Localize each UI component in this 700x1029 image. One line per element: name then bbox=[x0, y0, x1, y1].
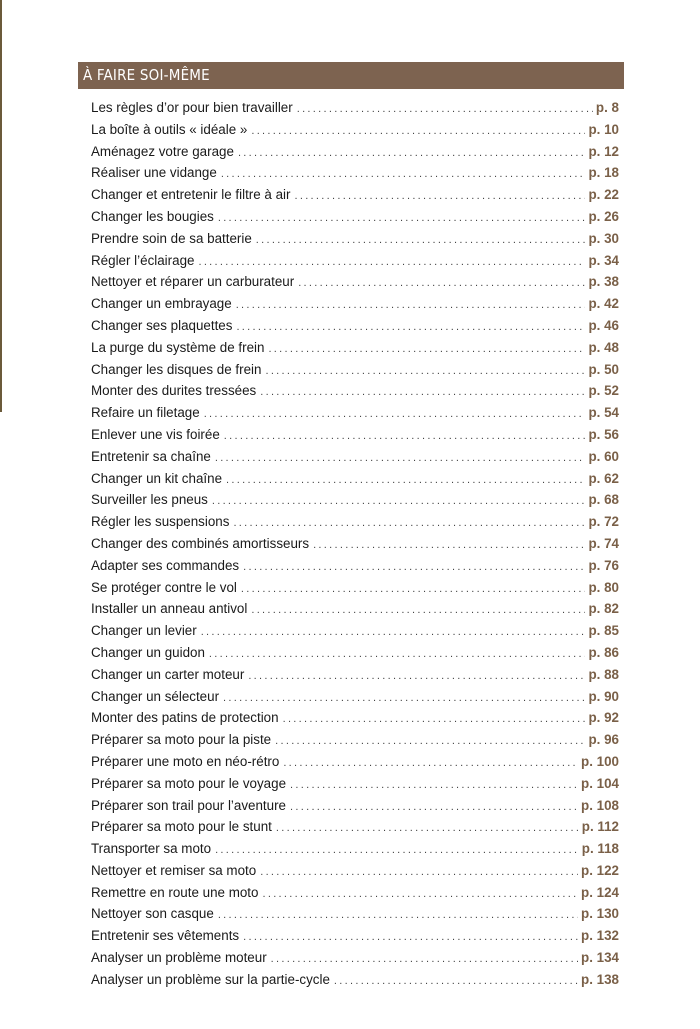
toc-entry-title: Remettre en route une moto bbox=[91, 884, 259, 900]
toc-entry[interactable] bbox=[91, 795, 619, 817]
toc-entry[interactable] bbox=[91, 577, 619, 599]
toc-entry-title: Changer ses plaquettes bbox=[91, 317, 233, 333]
dot-leader bbox=[298, 273, 585, 295]
dot-leader bbox=[276, 818, 579, 840]
toc-entry[interactable] bbox=[91, 882, 619, 904]
toc-entry-title: Monter des patins de protection bbox=[91, 710, 279, 726]
toc-entry[interactable] bbox=[91, 598, 619, 620]
toc-entry-title: Changer un embrayage bbox=[91, 296, 232, 312]
toc-entry-page: p. 50 bbox=[588, 361, 619, 377]
toc-entry[interactable] bbox=[91, 293, 619, 315]
dot-leader bbox=[212, 491, 586, 513]
toc-entry[interactable] bbox=[91, 424, 619, 446]
toc-entry-title: Nettoyer et réparer un carburateur bbox=[91, 274, 295, 290]
toc-entry-page: p. 108 bbox=[581, 797, 619, 813]
table-of-contents bbox=[91, 97, 619, 991]
toc-entry-title: Analyser un problème sur la partie-cycle bbox=[91, 971, 330, 987]
toc-entry[interactable] bbox=[91, 489, 619, 511]
toc-entry-page: p. 54 bbox=[588, 405, 619, 421]
toc-entry-page: p. 60 bbox=[588, 448, 619, 464]
dot-leader bbox=[297, 99, 593, 121]
dot-leader bbox=[251, 121, 585, 143]
dot-leader bbox=[198, 252, 585, 274]
toc-entry[interactable] bbox=[91, 555, 619, 577]
toc-entry-page: p. 62 bbox=[588, 470, 619, 486]
toc-entry-page: p. 112 bbox=[581, 819, 619, 835]
toc-entry[interactable] bbox=[91, 97, 619, 119]
toc-entry-title: Préparer sa moto pour la piste bbox=[91, 732, 272, 748]
dot-leader bbox=[236, 317, 585, 339]
toc-entry-page: p. 68 bbox=[588, 492, 619, 508]
dot-leader bbox=[233, 513, 585, 535]
toc-entry[interactable] bbox=[91, 533, 619, 555]
toc-entry-title: Analyser un problème moteur bbox=[91, 950, 267, 966]
toc-entry-page: p. 52 bbox=[588, 383, 619, 399]
toc-entry[interactable] bbox=[91, 315, 619, 337]
page-edge-mark bbox=[0, 0, 2, 412]
toc-entry-page: p. 92 bbox=[588, 710, 619, 726]
toc-entry[interactable] bbox=[91, 925, 619, 947]
toc-entry[interactable] bbox=[91, 271, 619, 293]
toc-entry-title: Réaliser une vidange bbox=[91, 165, 217, 181]
dot-leader bbox=[265, 361, 585, 383]
toc-entry-title: La boîte à outils « idéale » bbox=[91, 121, 248, 137]
toc-entry[interactable] bbox=[91, 206, 619, 228]
dot-leader bbox=[209, 644, 586, 666]
dot-leader bbox=[243, 927, 578, 949]
dot-leader bbox=[238, 143, 586, 165]
toc-entry-page: p. 88 bbox=[588, 666, 619, 682]
dot-leader bbox=[215, 448, 586, 470]
toc-entry[interactable] bbox=[91, 903, 619, 925]
toc-entry-title: Préparer sa moto pour le stunt bbox=[91, 819, 272, 835]
toc-entry-title: Monter des durites tressées bbox=[91, 383, 257, 399]
toc-entry-title: Prendre soin de sa batterie bbox=[91, 230, 252, 246]
toc-entry-page: p. 134 bbox=[581, 950, 619, 966]
toc-entry-title: Préparer sa moto pour le voyage bbox=[91, 775, 287, 791]
toc-entry-page: p. 80 bbox=[588, 579, 619, 595]
dot-leader bbox=[262, 884, 578, 906]
toc-entry-page: p. 122 bbox=[581, 862, 619, 878]
toc-entry-title: Installer un anneau antivol bbox=[91, 601, 248, 617]
dot-leader bbox=[290, 797, 578, 819]
dot-leader bbox=[260, 862, 578, 884]
toc-entry[interactable] bbox=[91, 838, 619, 860]
dot-leader bbox=[313, 535, 585, 557]
toc-entry-page: p. 18 bbox=[588, 165, 619, 181]
toc-entry-page: p. 100 bbox=[581, 753, 619, 769]
toc-entry[interactable] bbox=[91, 773, 619, 795]
toc-entry-title: Aménagez votre garage bbox=[91, 143, 234, 159]
toc-entry[interactable] bbox=[91, 162, 619, 184]
toc-entry-title: Changer un guidon bbox=[91, 644, 205, 660]
toc-entry-page: p. 56 bbox=[588, 426, 619, 442]
toc-entry-title: Changer des combinés amortisseurs bbox=[91, 535, 310, 551]
toc-entry[interactable] bbox=[91, 707, 619, 729]
toc-entry-page: p. 38 bbox=[588, 274, 619, 290]
toc-entry-page: p. 130 bbox=[581, 906, 619, 922]
toc-entry[interactable] bbox=[91, 642, 619, 664]
toc-entry[interactable] bbox=[91, 337, 619, 359]
dot-leader bbox=[251, 600, 585, 622]
dot-leader bbox=[256, 230, 586, 252]
toc-entry[interactable] bbox=[91, 729, 619, 751]
toc-entry-title: Changer et entretenir le filtre à air bbox=[91, 187, 291, 203]
dot-leader bbox=[268, 339, 585, 361]
toc-entry-page: p. 74 bbox=[588, 535, 619, 551]
toc-entry[interactable] bbox=[91, 119, 619, 141]
toc-entry-title: Se protéger contre le vol bbox=[91, 579, 237, 595]
toc-entry-page: p. 72 bbox=[588, 514, 619, 530]
toc-entry-title: Régler l’éclairage bbox=[91, 252, 195, 268]
toc-entry-page: p. 26 bbox=[588, 208, 619, 224]
toc-entry-page: p. 22 bbox=[588, 187, 619, 203]
dot-leader bbox=[275, 731, 585, 753]
toc-entry-title: Régler les suspensions bbox=[91, 514, 230, 530]
dot-leader bbox=[201, 622, 586, 644]
toc-entry-page: p. 118 bbox=[581, 841, 619, 857]
dot-leader bbox=[204, 404, 586, 426]
toc-entry-title: Changer un levier bbox=[91, 623, 197, 639]
toc-entry[interactable] bbox=[91, 141, 619, 163]
toc-entry-title: Transporter sa moto bbox=[91, 841, 212, 857]
toc-entry-title: Adapter ses commandes bbox=[91, 557, 240, 573]
toc-entry-page: p. 10 bbox=[588, 121, 619, 137]
toc-entry[interactable] bbox=[91, 446, 619, 468]
toc-entry[interactable] bbox=[91, 511, 619, 533]
toc-entry-title: Changer un sélecteur bbox=[91, 688, 220, 704]
toc-entry[interactable] bbox=[91, 468, 619, 490]
toc-entry[interactable] bbox=[91, 751, 619, 773]
dot-leader bbox=[283, 753, 578, 775]
dot-leader bbox=[271, 949, 578, 971]
dot-leader bbox=[223, 688, 585, 710]
toc-entry-title: Préparer son trail pour l’aventure bbox=[91, 797, 287, 813]
toc-entry-title: Changer les bougies bbox=[91, 208, 214, 224]
dot-leader bbox=[215, 840, 579, 862]
toc-entry-title: Entretenir ses vêtements bbox=[91, 928, 240, 944]
toc-entry-page: p. 82 bbox=[588, 601, 619, 617]
toc-entry-title: Changer un carter moteur bbox=[91, 666, 245, 682]
toc-entry[interactable] bbox=[91, 402, 619, 424]
toc-entry-page: p. 124 bbox=[581, 884, 619, 900]
dot-leader bbox=[218, 208, 586, 230]
toc-entry-title: Nettoyer et remiser sa moto bbox=[91, 862, 257, 878]
toc-entry-title: Les règles d’or pour bien travailler bbox=[91, 100, 293, 115]
toc-entry[interactable] bbox=[91, 380, 619, 402]
toc-entry[interactable] bbox=[91, 860, 619, 882]
toc-entry-page: p. 132 bbox=[581, 928, 619, 944]
toc-entry[interactable] bbox=[91, 184, 619, 206]
toc-entry-page: p. 90 bbox=[588, 688, 619, 704]
toc-entry-title: Entretenir sa chaîne bbox=[91, 448, 211, 464]
dot-leader bbox=[243, 557, 585, 579]
dot-leader bbox=[224, 426, 586, 448]
toc-entry-title: Nettoyer son casque bbox=[91, 906, 214, 922]
toc-entry-page: p. 30 bbox=[588, 230, 619, 246]
dot-leader bbox=[236, 295, 586, 317]
toc-entry[interactable] bbox=[91, 947, 619, 969]
toc-entry[interactable] bbox=[91, 686, 619, 708]
dot-leader bbox=[218, 905, 578, 927]
toc-entry-page: p. 42 bbox=[588, 296, 619, 312]
toc-entry-title: Surveiller les pneus bbox=[91, 492, 208, 508]
toc-entry[interactable] bbox=[91, 250, 619, 272]
toc-entry-page: p. 12 bbox=[588, 143, 619, 159]
toc-entry-title: La purge du système de frein bbox=[91, 339, 265, 355]
toc-entry-title: Changer un kit chaîne bbox=[91, 470, 223, 486]
toc-entry[interactable] bbox=[91, 620, 619, 642]
toc-entry-title: Changer les disques de frein bbox=[91, 361, 262, 377]
toc-entry-title: Enlever une vis foirée bbox=[91, 426, 220, 442]
toc-entry-title: Préparer une moto en néo-rétro bbox=[91, 753, 280, 769]
dot-leader bbox=[221, 164, 586, 186]
toc-entry-page: p. 8 bbox=[595, 100, 619, 115]
toc-entry-page: p. 46 bbox=[588, 317, 619, 333]
dot-leader bbox=[294, 186, 585, 208]
dot-leader bbox=[283, 709, 586, 731]
toc-entry-page: p. 48 bbox=[588, 339, 619, 355]
section-title: À FAIRE SOI-MÊME bbox=[83, 66, 210, 84]
section-header bbox=[78, 62, 624, 89]
toc-entry[interactable] bbox=[91, 816, 619, 838]
toc-entry-page: p. 86 bbox=[588, 644, 619, 660]
toc-entry[interactable] bbox=[91, 969, 619, 991]
dot-leader bbox=[290, 775, 578, 797]
toc-entry[interactable] bbox=[91, 359, 619, 381]
toc-entry-page: p. 76 bbox=[588, 557, 619, 573]
toc-entry[interactable] bbox=[91, 664, 619, 686]
toc-entry-page: p. 104 bbox=[581, 775, 619, 791]
dot-leader bbox=[241, 579, 586, 601]
dot-leader bbox=[334, 971, 578, 993]
toc-entry-page: p. 96 bbox=[588, 732, 619, 748]
toc-entry[interactable] bbox=[91, 228, 619, 250]
toc-entry-page: p. 85 bbox=[588, 623, 619, 639]
dot-leader bbox=[226, 470, 585, 492]
toc-entry-page: p. 138 bbox=[581, 971, 619, 987]
dot-leader bbox=[248, 666, 585, 688]
toc-entry-title: Refaire un filetage bbox=[91, 405, 200, 421]
toc-entry-page: p. 34 bbox=[588, 252, 619, 268]
dot-leader bbox=[260, 382, 585, 404]
